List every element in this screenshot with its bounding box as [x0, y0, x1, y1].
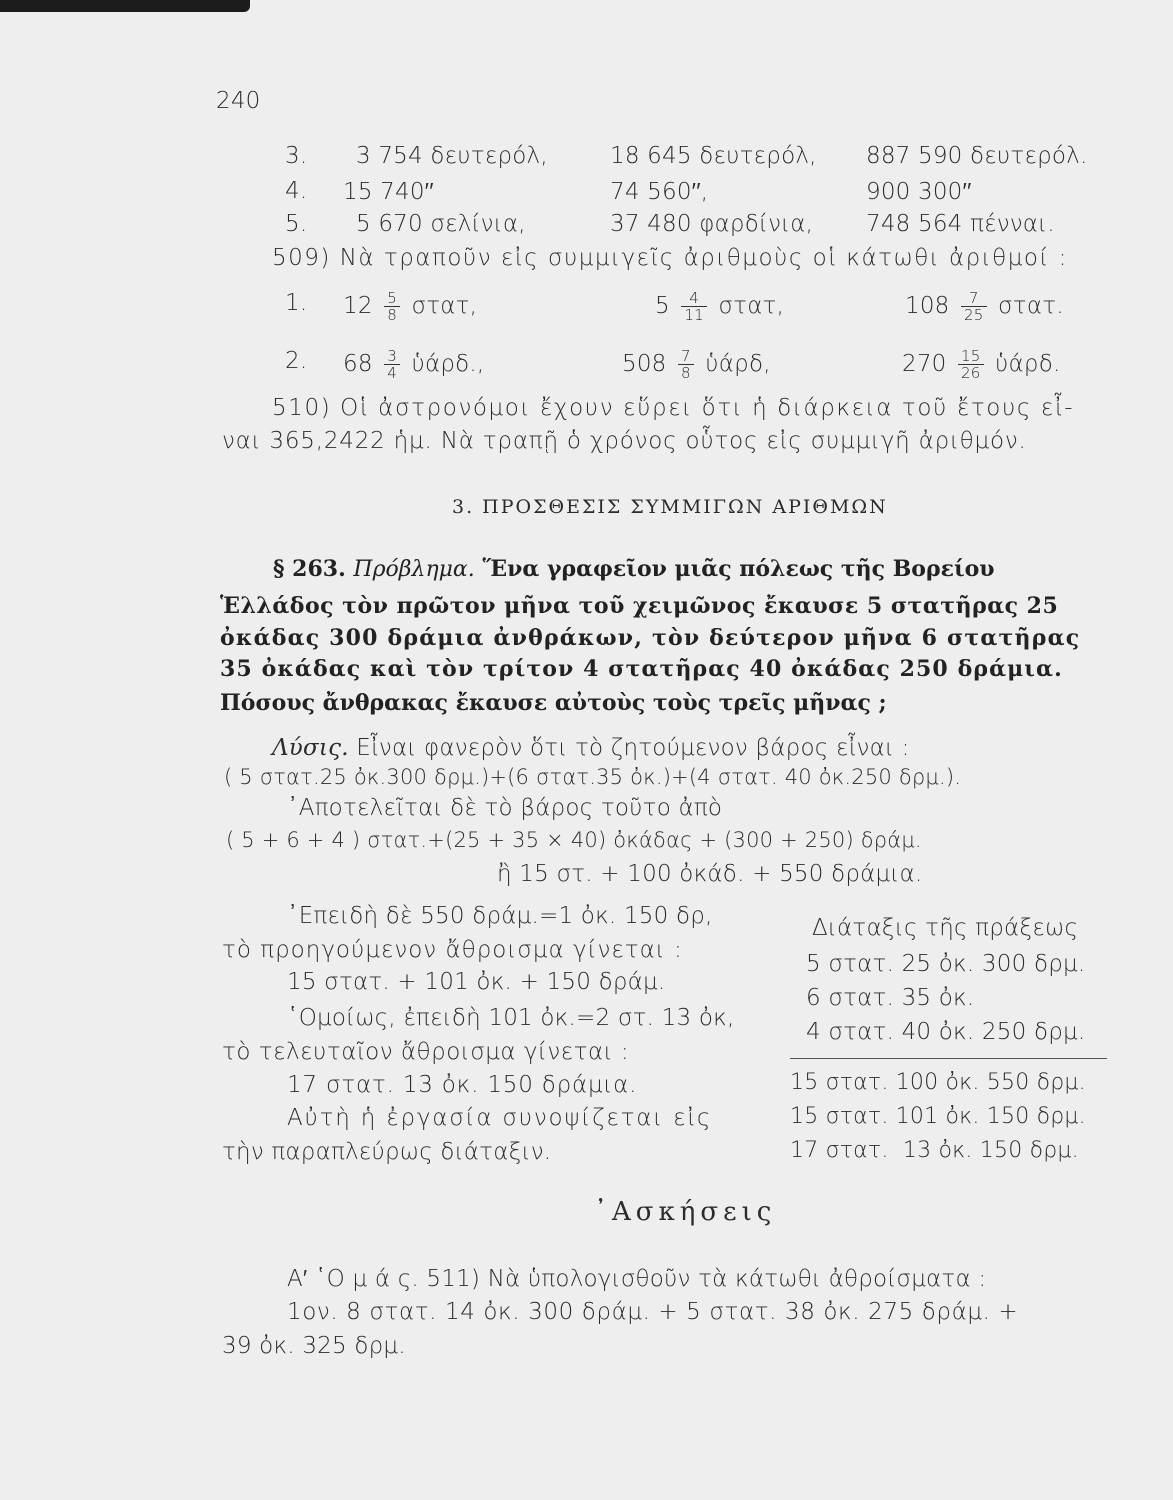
integer-part: 270	[902, 351, 947, 377]
text-line: Αὐτὴ ἡ ἐργασία συνοψίζεται εἰς	[287, 1105, 713, 1131]
fraction: $\frac{7}{25}$	[961, 290, 987, 323]
row-number: 1.	[285, 290, 308, 316]
fraction: $\frac{4}{11}$	[681, 290, 707, 323]
page-number: 240	[216, 88, 261, 114]
problem-line1	[273, 556, 995, 582]
exercises-heading: ᾽Ασκήσεις	[594, 1197, 777, 1227]
exercise-511-line2: 1ον. 8 στατ. 14 ὀκ. 300 δράμ. + 5 στατ. 38 ὀκ. 275 δράμ. +	[287, 1299, 1019, 1325]
row-number: 2.	[285, 348, 308, 374]
solution-text: Εἶναι φανερὸν ὅτι τὸ ζητούμενον βάρος εἶναι :	[356, 735, 910, 761]
row-value: 15 740′′	[343, 179, 434, 205]
fraction-row	[285, 282, 1105, 332]
solution-line1	[272, 735, 910, 761]
problem-line2: Ἑλλάδος τὸν πρῶτον μῆνα τοῦ χειμῶνος ἔκαυσε 5 στατῆρας 25	[220, 593, 1059, 619]
scan-corner-mark	[0, 0, 250, 12]
row-value: 18 645 δευτερόλ,	[610, 143, 817, 169]
row-number: 3.	[285, 143, 308, 169]
integer-part: 5	[655, 293, 670, 319]
unit: ὑάρδ,	[705, 351, 771, 377]
integer-part: 12	[343, 293, 373, 319]
unit: ὑάρδ.	[995, 351, 1061, 377]
exercise-510-line1: 510) Οἱ ἀστρονόμοι ἔχουν εὕρει ὅτι ἡ διάρκεια τοῦ ἔτους εἶ-	[272, 395, 1075, 421]
section-title: 3. ΠΡΟΣΘΕΣΙΣ ΣΥΜΜΙΓΩΝ ΑΡΙΘΜΩΝ	[452, 496, 888, 518]
unit: ὑάρδ.,	[411, 351, 485, 377]
arrangement-title: Διάταξις τῆς πράξεως	[812, 915, 1079, 941]
row-value: 74 560′′,	[610, 179, 709, 205]
unit: στατ.	[998, 293, 1064, 319]
row-number: 4.	[285, 178, 308, 204]
text-line: 17 στατ. 13 ὀκ. 150 δράμια.	[287, 1072, 638, 1098]
text-line: ῾Ομοίως, ἐπειδὴ 101 ὀκ.=2 στ. 13 ὀκ,	[287, 1005, 735, 1031]
paragraph-number: § 263.	[273, 556, 346, 582]
fraction: $\frac{3}{4}$	[384, 348, 400, 381]
arrangement-result: 15 στατ. 100 ὀκ. 550 δρμ.	[790, 1070, 1086, 1095]
integer-part: 68	[343, 351, 373, 377]
exercise-510-line2: ναι 365,2422 ἡμ. Νὰ τραπῇ ὁ χρόνος οὗτος εἰς συμμιγῆ ἀριθμόν.	[222, 428, 1027, 454]
exercise-511-line3: 39 ὀκ. 325 δρμ.	[222, 1333, 406, 1359]
fraction: $\frac{15}{26}$	[958, 348, 984, 381]
solution-line4: ( 5 + 6 + 4 ) στατ.+(25 + 35 × 40) ὀκάδας + (300 + 250) δράμ.	[226, 828, 922, 852]
solution-line3: ᾽Αποτελεῖται δὲ τὸ βάρος τοῦτο ἀπὸ	[287, 795, 723, 821]
exercise-509: 509) Νὰ τραποῦν εἰς συμμιγεῖς ἀριθμοὺς οἱ κάτωθι ἀριθμοί :	[272, 245, 1068, 271]
unit: στατ,	[718, 293, 785, 319]
row-value: 5 670 σελίνια,	[356, 211, 526, 237]
text-line: τὸ τελευταῖον ἄθροισμα γίνεται :	[222, 1039, 630, 1065]
sum-divider	[790, 1058, 1107, 1059]
text-line: τὸ προηγούμενον ἄθροισμα γίνεται :	[222, 937, 683, 963]
fraction-row	[285, 340, 1105, 390]
arrangement-result: 15 στατ. 101 ὀκ. 150 δρμ.	[790, 1104, 1086, 1129]
arrangement-result: 17 στατ. 13 ὀκ. 150 δρμ.	[790, 1138, 1079, 1163]
row-value: 3 754 δευτερόλ,	[356, 143, 548, 169]
problem-text: Ἕνα γραφεῖον μιᾶς πόλεως τῆς Βορείου	[482, 556, 995, 582]
exercise-511-line1: Α′ ῾Ο μ ά ς. 511) Νὰ ὑπολογισθοῦν τὰ κάτωθι ἀθροίσματα :	[287, 1266, 987, 1292]
arrangement-row: 4 στατ. 40 ὀκ. 250 δρμ.	[806, 1019, 1086, 1045]
integer-part: 508	[622, 351, 667, 377]
fraction: $\frac{5}{8}$	[384, 290, 400, 323]
text-line: τὴν παραπλεύρως διάταξιν.	[222, 1139, 552, 1165]
unit: στατ,	[411, 293, 478, 319]
solution-label: Λύσις.	[272, 735, 349, 761]
problem-label: Πρόβλημα.	[353, 557, 475, 582]
solution-line2: ( 5 στατ.25 ὀκ.300 δρμ.)+(6 στατ.35 ὀκ.)+(4 στατ. 40 ὀκ.250 δρμ.).	[224, 765, 962, 789]
row-value: 887 590 δευτερόλ.	[866, 143, 1088, 169]
problem-line3: ὀκάδας 300 δράμια ἀνθράκων, τὸν δεύτερον μῆνα 6 στατῆρας	[220, 625, 1081, 651]
text-line: ᾽Επειδὴ δὲ 550 δράμ.=1 ὀκ. 150 δρ,	[287, 903, 713, 929]
row-value: 900 300′′	[866, 179, 972, 205]
fraction: $\frac{7}{8}$	[678, 348, 694, 381]
row-number: 5.	[285, 211, 308, 237]
arrangement-row: 6 στατ. 35 ὀκ.	[806, 985, 975, 1011]
arrangement-row: 5 στατ. 25 ὀκ. 300 δρμ.	[806, 951, 1086, 977]
text-line: 15 στατ. + 101 ὀκ. + 150 δράμ.	[287, 969, 666, 995]
problem-line5: Πόσους ἄνθρακας ἔκαυσε αὐτοὺς τοὺς τρεῖς μῆνας ;	[220, 690, 887, 716]
integer-part: 108	[905, 293, 950, 319]
row-value: 37 480 φαρδίνια,	[610, 211, 814, 237]
solution-line5: ἢ 15 στ. + 100 ὀκάδ. + 550 δράμια.	[497, 861, 923, 887]
row-value: 748 564 πένναι.	[866, 211, 1055, 237]
problem-line4: 35 ὀκάδας καὶ τὸν τρίτον 4 στατῆρας 40 ὀκάδας 250 δράμια.	[220, 656, 1063, 682]
